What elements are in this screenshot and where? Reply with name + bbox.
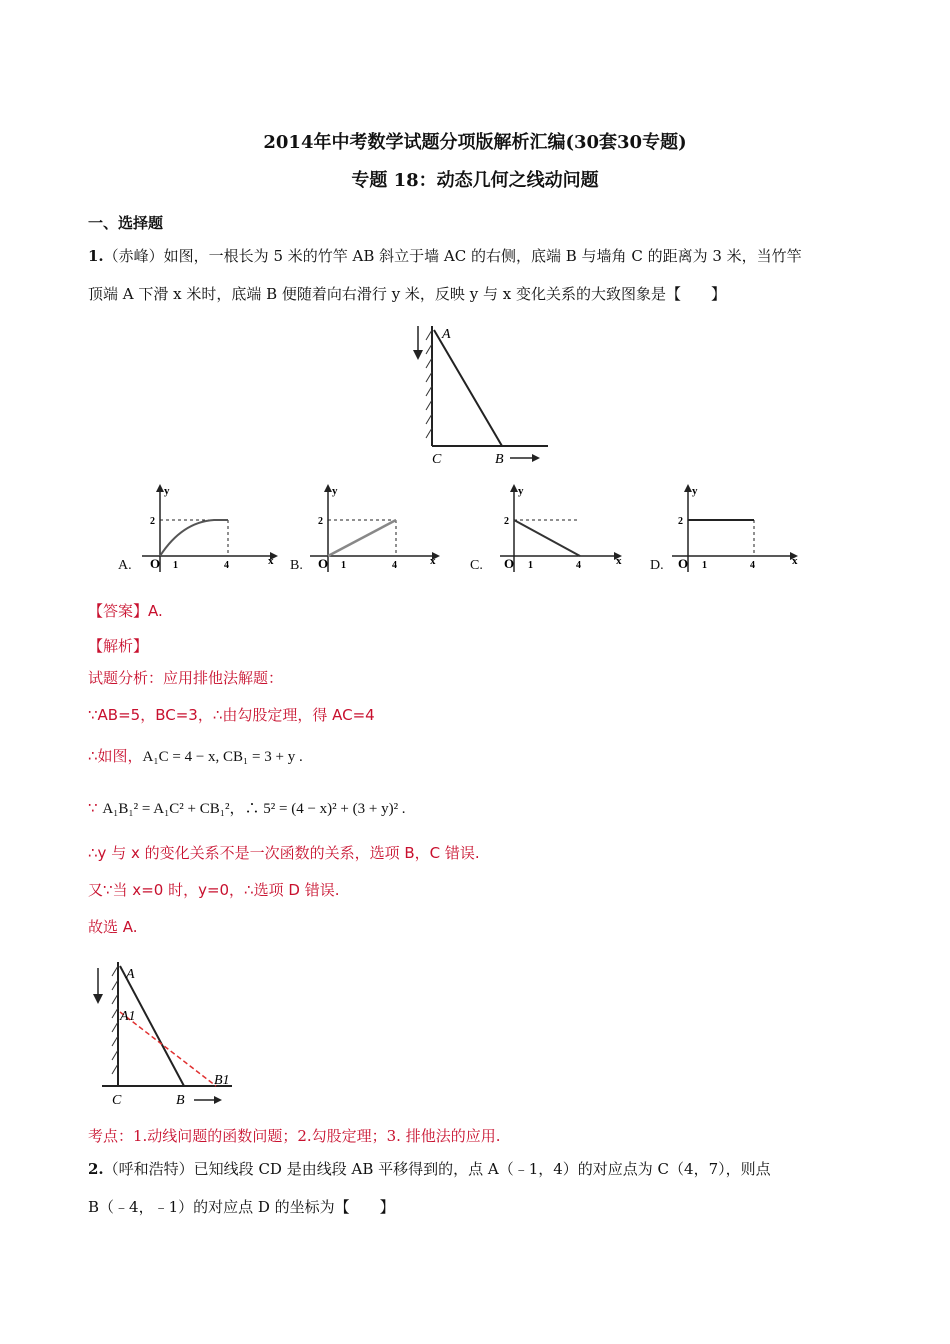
label-a: A: [442, 327, 451, 342]
down-arrowhead-icon: [413, 350, 423, 360]
document-subtitle: 专题 18：动态几何之线动问题: [351, 170, 599, 191]
option-a-graph: [112, 480, 292, 580]
option-c-graph: [466, 480, 646, 580]
svg-text:y: y: [692, 485, 698, 497]
svg-text:x: x: [430, 555, 436, 567]
option-b-label: B.: [290, 558, 303, 573]
q2-line1: [88, 1150, 878, 1188]
section-heading: 一、选择题: [88, 214, 164, 232]
q1-line1: [88, 237, 878, 275]
q1-text-line1: （赤峰）如图，一根长为 5 米的竹竿 AB 斜立于墙 AC 的右侧，底端 B 与墙角 C 的距离为 3 米，当竹竿: [103, 247, 802, 265]
analysis-line6: 又∵当 x=0 时，y=0，∴选项 D 错误.: [88, 881, 340, 899]
option-a-label: A.: [118, 558, 132, 573]
analysis-line3: ∴如图，A₁C = 4 − x, CB₁ = 3 + y .: [88, 747, 303, 765]
label-a1: A1: [120, 1009, 136, 1024]
label-b: B: [495, 452, 504, 467]
analysis-line1: 试题分析：应用排他法解题：: [88, 669, 284, 687]
svg-text:y: y: [164, 485, 170, 497]
q1-figure-ladder: [400, 318, 560, 468]
analysis-line2: ∵AB=5，BC=3，∴由勾股定理，得 AC=4: [88, 706, 375, 724]
svg-text:2: 2: [678, 516, 683, 527]
option-a: [112, 480, 292, 584]
right-arrowhead-icon: [532, 454, 540, 462]
q2-text-line1: （呼和浩特）已知线段 CD 是由线段 AB 平移得到的，点 A（﹣1，4）的对应点为 C（4，7），则点: [103, 1160, 771, 1178]
document-title: 2014年中考数学试题分项版解析汇编(30套30专题): [263, 132, 687, 153]
svg-text:1: 1: [528, 560, 533, 571]
svg-text:4: 4: [224, 560, 229, 571]
svg-text:2: 2: [504, 516, 509, 527]
label-b: B: [176, 1093, 185, 1108]
analysis-line4: ∵ A₁B₁² = A₁C² + CB₁²，∴ 5² = (4 − x)² + (3 + y)² .: [88, 799, 406, 817]
option-c-label: C.: [470, 558, 483, 573]
down-arrowhead-icon: [93, 994, 103, 1004]
svg-text:x: x: [268, 555, 274, 567]
label-c: C: [432, 452, 442, 467]
svg-text:2: 2: [318, 516, 323, 527]
svg-text:O: O: [678, 556, 689, 571]
svg-text:2: 2: [150, 516, 155, 527]
analysis-heading: 【解析】: [88, 637, 149, 655]
svg-text:4: 4: [750, 560, 755, 571]
analysis-line7: 故选 A.: [88, 918, 138, 936]
svg-text:O: O: [150, 556, 161, 571]
svg-text:O: O: [504, 556, 515, 571]
svg-text:1: 1: [173, 560, 178, 571]
option-b-graph: [286, 480, 466, 580]
ladder-line: [434, 330, 502, 446]
svg-text:4: 4: [392, 560, 397, 571]
right-arrowhead-icon: [214, 1096, 222, 1104]
option-d: [648, 480, 828, 584]
label-b1: B1: [214, 1073, 230, 1088]
analysis-line5: ∴y 与 x 的变化关系不是一次函数的关系，选项 B，C 错误.: [88, 844, 480, 862]
q2-text-line2: B（﹣4，﹣1）的对应点 D 的坐标为【 】: [88, 1198, 395, 1216]
q2-number: 2.: [88, 1160, 104, 1178]
q1-text-line2: 顶端 A 下滑 x 米时，底端 B 便随着向右滑行 y 米，反映 y 与 x 变化关系的大致图象是【 】: [88, 285, 726, 303]
option-d-graph: [648, 480, 828, 580]
svg-text:x: x: [616, 555, 622, 567]
label-c: C: [112, 1093, 122, 1108]
svg-text:y: y: [332, 485, 338, 497]
q1-number: 1.: [88, 247, 104, 265]
svg-text:1: 1: [341, 560, 346, 571]
option-c: [466, 480, 646, 584]
option-d-label: D.: [650, 558, 664, 573]
answer: 【答案】A.: [88, 602, 163, 620]
option-b: [286, 480, 466, 584]
ladder-line: [120, 966, 184, 1086]
svg-text:4: 4: [576, 560, 581, 571]
svg-text:y: y: [518, 485, 524, 497]
svg-text:x: x: [792, 555, 798, 567]
svg-text:1: 1: [702, 560, 707, 571]
label-a: A: [126, 967, 135, 982]
q1-figure-solution: [84, 954, 244, 1114]
svg-text:O: O: [318, 556, 329, 571]
kaodian: 考点：1.动线问题的函数问题；2.勾股定理；3. 排他法的应用.: [88, 1127, 501, 1145]
